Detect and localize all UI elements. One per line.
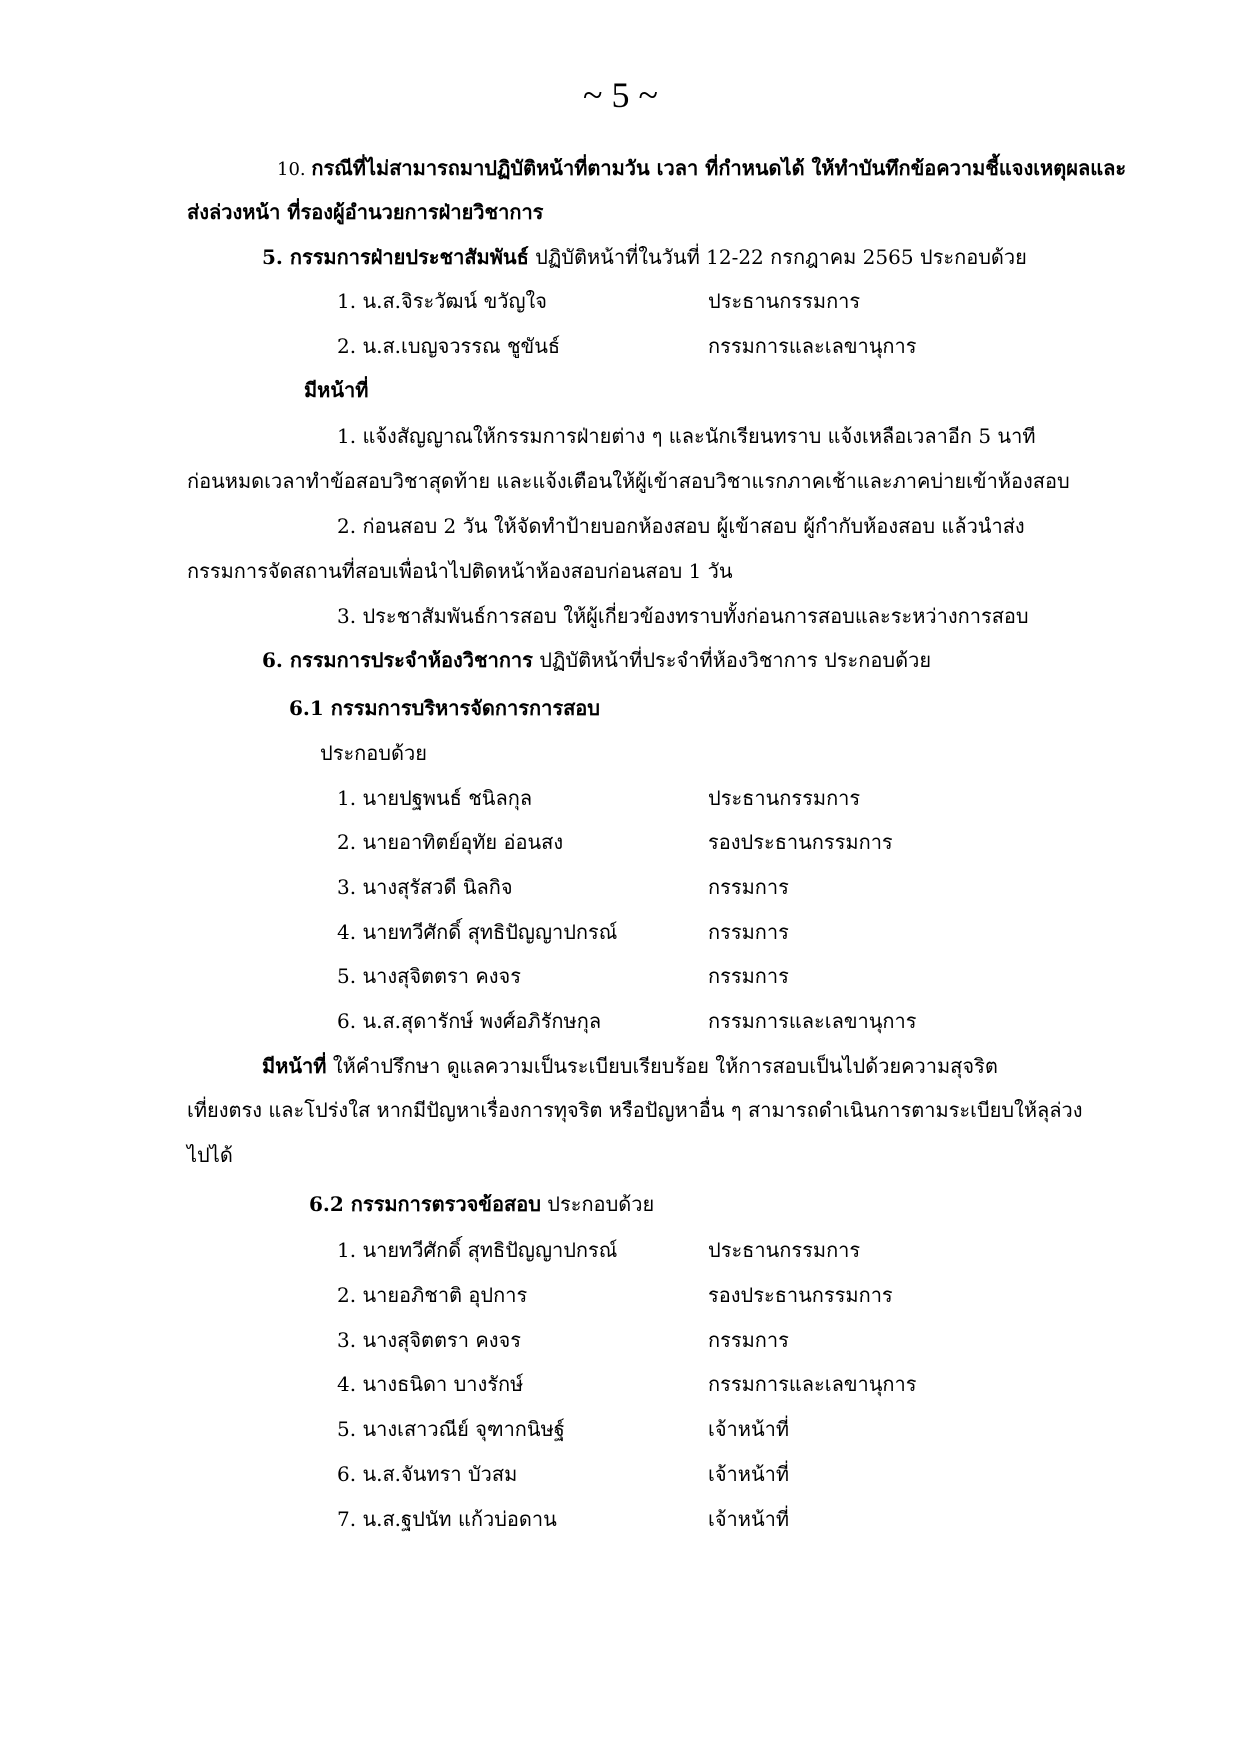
section5-member-role: ประธานกรรมการ bbox=[708, 289, 861, 313]
section6-1-member-role: ประธานกรรมการ bbox=[708, 786, 861, 810]
section5-duty-2-line1: 2. ก่อนสอบ 2 วัน ให้จัดทำป้ายบอกห้องสอบ ผู้เข้าสอบ ผู้กำกับห้องสอบ แล้วนำส่ง bbox=[337, 514, 1025, 538]
section6-heading bbox=[262, 648, 931, 672]
section5-duty-3-line1: 3. ประชาสัมพันธ์การสอบ ให้ผู้เกี่ยวข้องทราบทั้งก่อนการสอบและระหว่างการสอบ bbox=[337, 604, 1029, 628]
section6-2-member-name: 1. นายทวีศักดิ์ สุทธิปัญญาปกรณ์ bbox=[337, 1238, 618, 1262]
section5-member-role: กรรมการและเลขานุการ bbox=[708, 334, 917, 358]
section5-member-name: 2. น.ส.เบญจวรรณ ชูขันธ์ bbox=[337, 334, 561, 358]
section6-2-description: ประกอบด้วย bbox=[540, 1192, 655, 1216]
section6-1-member-name: 3. นางสุรัสวดี นิลกิจ bbox=[337, 875, 513, 899]
section6-1-member-name: 1. นายปฐพนธ์ ชนิลกุล bbox=[337, 786, 533, 810]
section6-1-member-role: กรรมการ bbox=[708, 964, 789, 988]
section5-duty-1-line1: 1. แจ้งสัญญาณให้กรรมการฝ่ายต่าง ๆ และนักเรียนทราบ แจ้งเหลือเวลาอีก 5 นาที bbox=[337, 424, 1036, 448]
section5-description: ปฏิบัติหน้าที่ในวันที่ 12-22 กรกฎาคม 2565 ประกอบด้วย bbox=[528, 245, 1027, 269]
section6-2-member-role: กรรมการ bbox=[708, 1328, 789, 1352]
section5-duty-1-line2: ก่อนหมดเวลาทำข้อสอบวิชาสุดท้าย และแจ้งเตือนให้ผู้เข้าสอบวิชาแรกภาคเช้าและภาคบ่ายเข้าห้องสอบ bbox=[187, 469, 1070, 493]
section6-1-member-role: รองประธานกรรมการ bbox=[708, 830, 893, 854]
item10-number: 10. bbox=[277, 159, 312, 180]
section6-2-member-name: 5. นางเสาวณีย์ จุฑากนิษฐ์ bbox=[337, 1417, 565, 1441]
section6-1-duty-line3: ไปได้ bbox=[187, 1143, 233, 1167]
section5-heading bbox=[262, 245, 1027, 269]
section6-1-member-role: กรรมการ bbox=[708, 920, 789, 944]
section6-1-duty-line1 bbox=[262, 1054, 998, 1078]
item10-line2: ส่งล่วงหน้า ที่รองผู้อำนวยการฝ่ายวิชาการ bbox=[187, 200, 544, 224]
section6-2-member-name: 2. นายอภิชาติ อุปการ bbox=[337, 1283, 528, 1307]
section5-title: 5. กรรมการฝ่ายประชาสัมพันธ์ bbox=[262, 245, 529, 269]
section6-2-member-name: 3. นางสุจิตตรา คงจร bbox=[337, 1328, 521, 1352]
section6-2-member-role: ประธานกรรมการ bbox=[708, 1238, 861, 1262]
section6-2-member-role: รองประธานกรรมการ bbox=[708, 1283, 893, 1307]
section6-1-member-name: 2. นายอาทิตย์อุทัย อ่อนสง bbox=[337, 830, 564, 854]
section6-2-member-role: กรรมการและเลขานุการ bbox=[708, 1372, 917, 1396]
section6-1-title: 6.1 กรรมการบริหารจัดการการสอบ bbox=[289, 696, 600, 720]
section5-member-name: 1. น.ส.จิระวัฒน์ ขวัญใจ bbox=[337, 289, 547, 313]
section6-1-member-role: กรรมการและเลขานุการ bbox=[708, 1009, 917, 1033]
section6-2-member-name: 6. น.ส.จันทรา บัวสม bbox=[337, 1462, 518, 1486]
section6-1-member-role: กรรมการ bbox=[708, 875, 789, 899]
section6-2-member-role: เจ้าหน้าที่ bbox=[708, 1462, 790, 1486]
section6-1-member-name: 6. น.ส.สุดารักษ์ พงศ์อภิรักษกุล bbox=[337, 1009, 602, 1033]
page-number: ~ 5 ~ bbox=[583, 75, 658, 115]
item10-line1 bbox=[277, 156, 1126, 181]
section6-2-member-role: เจ้าหน้าที่ bbox=[708, 1417, 790, 1441]
item10-text-line1: กรณีที่ไม่สามารถมาปฏิบัติหน้าที่ตามวัน เวลา ที่กำหนดได้ ให้ทำบันทึกข้อความชี้แจงเหตุผลและ bbox=[311, 156, 1127, 180]
section6-2-title: 6.2 กรรมการตรวจข้อสอบ bbox=[309, 1192, 541, 1216]
section6-2-member-role: เจ้าหน้าที่ bbox=[708, 1507, 790, 1531]
section6-description: ปฏิบัติหน้าที่ประจำที่ห้องวิชาการ ประกอบด้วย bbox=[532, 648, 932, 672]
section5-duties-label: มีหน้าที่ bbox=[304, 378, 369, 402]
section6-1-member-name: 4. นายทวีศักดิ์ สุทธิปัญญาปกรณ์ bbox=[337, 920, 618, 944]
section6-1-duty-line2: เที่ยงตรง และโปร่งใส หากมีปัญหาเรื่องการทุจริต หรือปัญหาอื่น ๆ สามารถดำเนินการตามระเบียบให้ลุล่วง bbox=[187, 1098, 1083, 1122]
section6-2-member-name: 4. นางธนิดา บางรักษ์ bbox=[337, 1372, 524, 1396]
section6-1-duty-text: ให้คำปรึกษา ดูแลความเป็นระเบียบเรียบร้อย ให้การสอบเป็นไปด้วยความสุจริต bbox=[326, 1054, 998, 1078]
section6-1-consists-label: ประกอบด้วย bbox=[320, 741, 427, 765]
section6-2-heading bbox=[309, 1192, 654, 1216]
section6-2-member-name: 7. น.ส.ฐปนัท แก้วบ่อดาน bbox=[337, 1507, 557, 1531]
section5-duty-2-line2: กรรมการจัดสถานที่สอบเพื่อนำไปติดหน้าห้องสอบก่อนสอบ 1 วัน bbox=[187, 559, 733, 583]
section6-1-member-name: 5. นางสุจิตตรา คงจร bbox=[337, 964, 521, 988]
section6-1-duty-label: มีหน้าที่ bbox=[262, 1054, 327, 1078]
section6-title: 6. กรรมการประจำห้องวิชาการ bbox=[262, 648, 533, 672]
